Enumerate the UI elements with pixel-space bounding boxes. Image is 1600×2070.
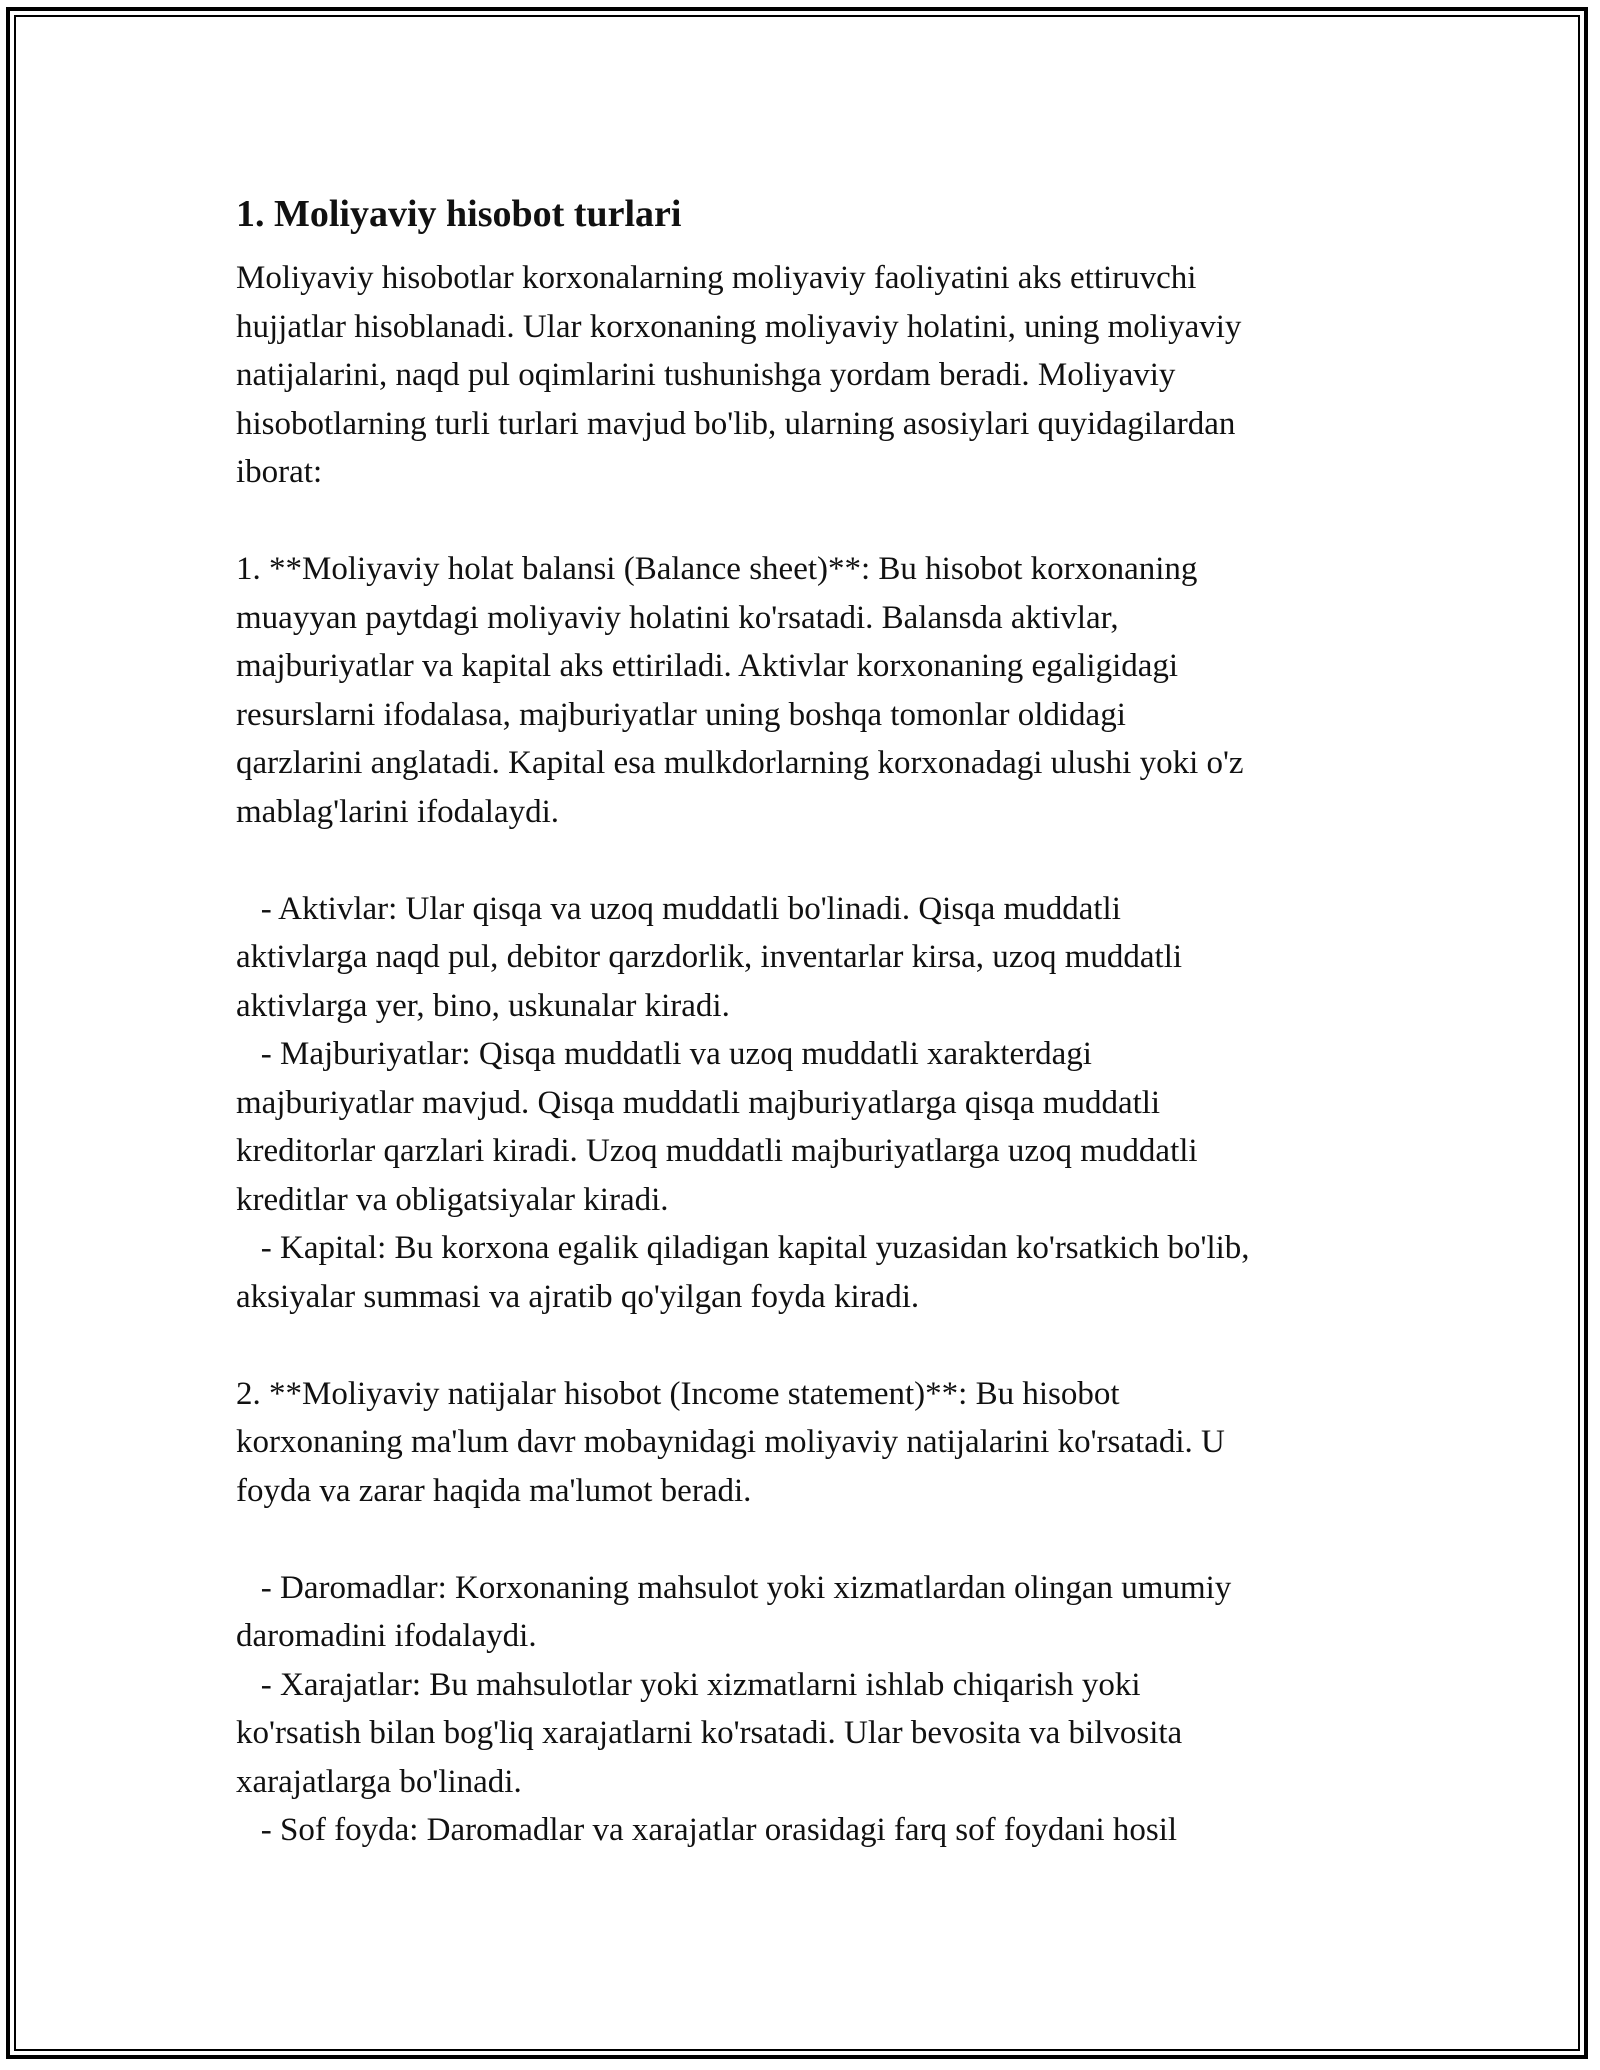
section-body-text: Moliyaviy hisobotlar korxonalarning moliyaviy faoliyatini aks ettiruvchi hujjatlar hisoblanadi. Ular korxonaning moliyaviy holatini, uning moliyaviy natijalarini, naqd pul oqimlarini tushunishga yordam beradi. Moliyaviy hisobotlarning turli turlari mavjud bo'lib, ularning asosiylari quyidagilardan iborat: 1. **Moliyaviy holat balansi (Balance sheet)**: Bu hisobot korxonaning muayyan paytdagi moliyaviy holatini ko'rsatadi. Balansda aktivlar, majburiyatlar va kapital aks ettiriladi. Aktivlar korxonaning egaligidagi resurslarni ifodalasa, majburiyatlar uning boshqa tomonlar oldidagi qarzlarini anglatadi. Kapital esa mulkdorlarning korxonadagi ulushi yoki o'z mablag'larini ifodalaydi. - Aktivlar: Ular qisqa va uzoq muddatli bo'linadi. Qisqa muddatli aktivlarga naqd pul, debitor qarzdorlik, inventarlar kirsa, uzoq muddatli aktivlarga yer, bino, uskunalar kiradi. - Majburiyatlar: Qisqa muddatli va uzoq muddatli xarakterdagi majburiyatlar mavjud. Qisqa muddatli majburiyatlarga qisqa muddatli kreditorlar qarzlari kiradi. Uzoq muddatli majburiyatlarga uzoq muddatli kreditlar va obligatsiyalar kiradi. - Kapital: Bu korxona egalik qiladigan kapital yuzasidan ko'rsatkich bo'lib, aksiyalar summasi va ajratib qo'yilgan foyda kiradi. 2. **Moliyaviy natijalar hisobot (Income statement)**: Bu hisobot korxonaning ma'lum davr mobaynidagi moliyaviy natijalarini ko'rsatadi. U foyda va zarar haqida ma'lumot beradi. - Daromadlar: Korxonaning mahsulot yoki xizmatlardan olingan umumiy daromadini ifodalaydi. - Xarajatlar: Bu mahsulotlar yoki xizmatlarni ishlab chiqarish yoki ko'rsatish bilan bog'liq xarajatlarni ko'rsatadi. Ular bevosita va bilvosita xarajatlarga bo'linadi. - Sof foyda: Daromadlar va xarajatlar orasidagi farq sof foydani hosil	[236, 260, 1250, 1848]
document-content	[236, 186, 1366, 1855]
section-heading: 1. Moliyaviy hisobot turlari	[236, 193, 682, 235]
